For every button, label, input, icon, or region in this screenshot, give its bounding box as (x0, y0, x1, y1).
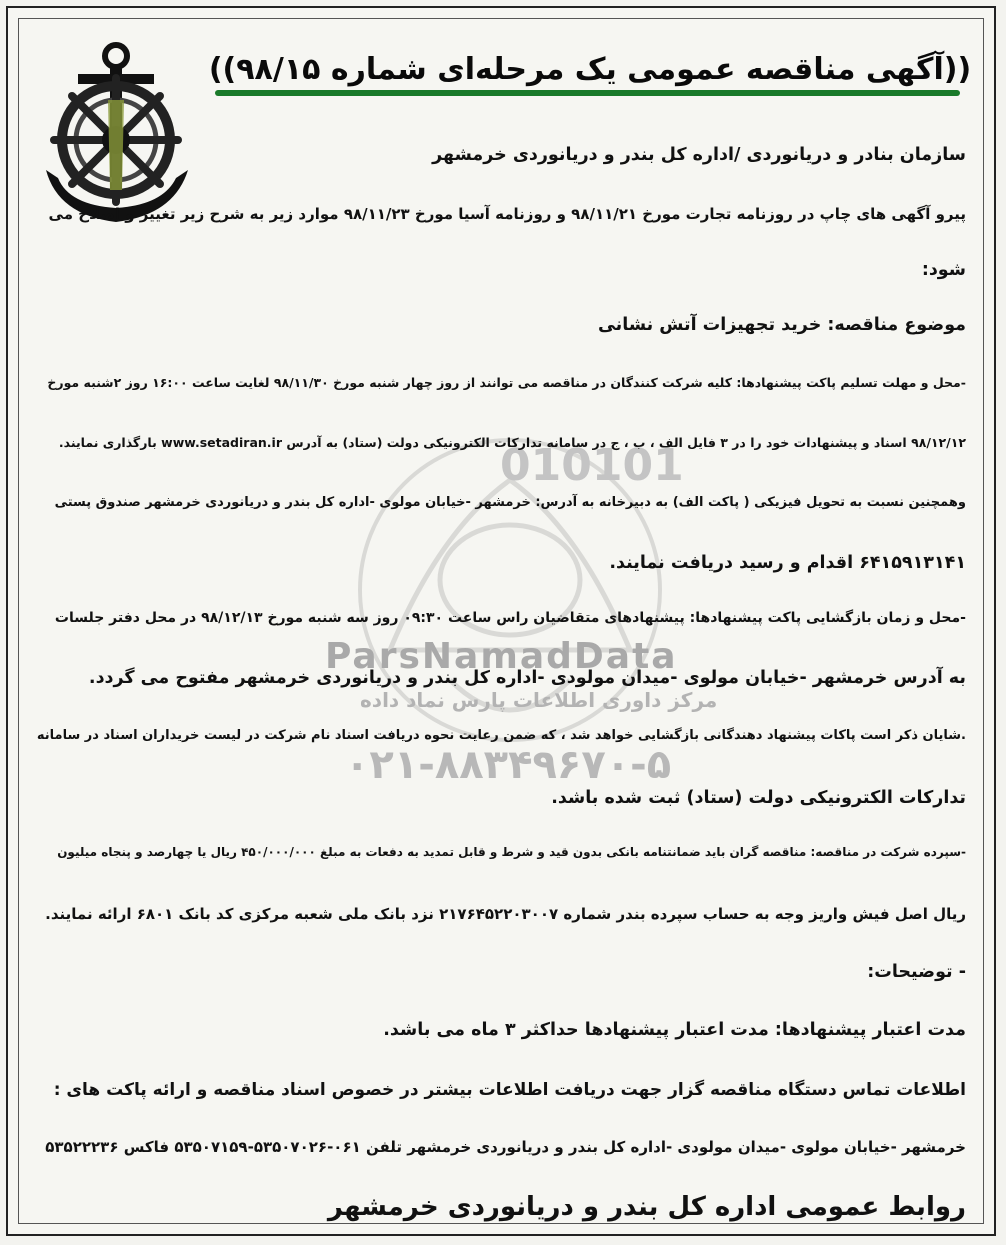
contact-address: خرمشهر -خیابان مولوی -میدان مولودی -اداره کل بندر و دریانوردی خرمشهر تلفن ۰۶۱-۵۳۵۰۷۰۲۶-۵۳۵۰۷۱۵۹ فاکس ۵۳۵۲۲۲۳۶ (45, 1138, 966, 1156)
opening-line-3: .شایان ذکر است پاکات پیشنهاد دهندگانی بازگشایی خواهد شد ، که ضمن رعایت نحوه دریافت اسناد نام شرکت در لیست خریداران اسناد در سامانه (36, 728, 966, 743)
submission-line-2: ۹۸/۱۲/۱۲ اسناد و پیشنهادات خود را در ۳ فایل الف ، ب ، ج در سامانه تدارکات الکترونیکی دولت (ستاد) به آدرس www.setadiran.ir بارگذاری نمایند. (58, 435, 966, 450)
submission-line-1: -محل و مهلت تسلیم پاکت پیشنهادها: کلیه شرکت کنندگان در مناقصه می توانند از روز چهار شنبه مورخ ۹۸/۱۱/۳۰ لغایت ساعت ۱۶:۰۰ روز ۲شنبه مورخ (47, 375, 966, 390)
issuer-line: سازمان بنادر و دریانوردی /اداره کل بندر و دریانوردی خرمشهر (432, 145, 966, 165)
contact-heading: اطلاعات تماس دستگاه مناقصه گزار جهت دریافت اطلاعات بیشتر در خصوص اسناد مناقصه و ارائه پاکت های : (53, 1080, 966, 1100)
notes-heading: - توضیحات: (867, 962, 966, 982)
public-relations-signature: روابط عمومی اداره کل بندر و دریانوردی خرمشهر (327, 1192, 966, 1222)
opening-line-1: -محل و زمان بازگشایی پاکت پیشنهادها: پیشنهادهای متقاضیان راس ساعت ۰۹:۳۰ روز سه شنبه مورخ ۹۸/۱۲/۱۳ در محل دفتر جلسات (54, 610, 966, 626)
anchor-wheel-icon (38, 40, 196, 230)
opening-line-4: تدارکات الکترونیکی دولت (ستاد) ثبت شده باشد. (551, 788, 966, 808)
tender-subject: موضوع مناقصه: خرید تجهیزات آتش نشانی (597, 315, 966, 335)
submission-line-4: ۶۴۱۵۹۱۳۱۴۱ اقدام و رسید دریافت نمایند. (609, 553, 966, 573)
title-underline (215, 90, 960, 96)
deposit-line-1: -سپرده شرکت در مناقصه: مناقصه گران باید ضمانتنامه بانکی بدون قید و شرط و قابل تمدید به دفعات به مبلغ ۴۵۰/۰۰۰/۰۰۰ ریال یا چهارصد و پنجاه میلیون (57, 845, 966, 859)
amendment-line-1: پیرو آگهی های چاپ در روزنامه تجارت مورخ ۹۸/۱۱/۲۱ و روزنامه آسیا مورخ ۹۸/۱۱/۲۳ موارد زیر به شرح زیر تغییر و اصلاح می (48, 205, 966, 223)
amendment-line-2: شود: (921, 260, 966, 280)
watermark-subtitle: مرکز داوری اطلاعات پارس نماد داده (360, 688, 718, 712)
validity-line: مدت اعتبار پیشنهادها: مدت اعتبار پیشنهادها حداکثر ۳ ماه می باشد. (383, 1020, 966, 1040)
notice-title: ((آگهی مناقصه عمومی یک مرحله‌ای شماره ۹۸/۱۵)) (208, 52, 972, 87)
ports-organization-logo (38, 40, 196, 230)
opening-line-2: به آدرس خرمشهر -خیابان مولوی -میدان مولودی -اداره کل بندر و دریانوردی خرمشهر مفتوح می گردد. (88, 668, 966, 688)
deposit-line-2: ریال اصل فیش واریز وجه به حساب سپرده بندر شماره ۲۱۷۶۴۵۲۲۰۳۰۰۷ نزد بانک ملی شعبه مرکزی کد بانک ۶۸۰۱ ارائه نمایند. (45, 905, 966, 923)
watermark-binary: 010101 (500, 440, 684, 491)
watermark-phone: ۰۲۱-۸۸۳۴۹۶۷۰-۵ (345, 742, 672, 788)
watermark-brand: ParsNamadData (325, 636, 678, 677)
submission-line-3: وهمچنین نسبت به تحویل فیزیکی ( پاکت الف) به دبیرخانه به آدرس: خرمشهر -خیابان مولوی -اداره کل بندر و دریانوردی خرمشهر صندوق پستی (54, 495, 966, 510)
